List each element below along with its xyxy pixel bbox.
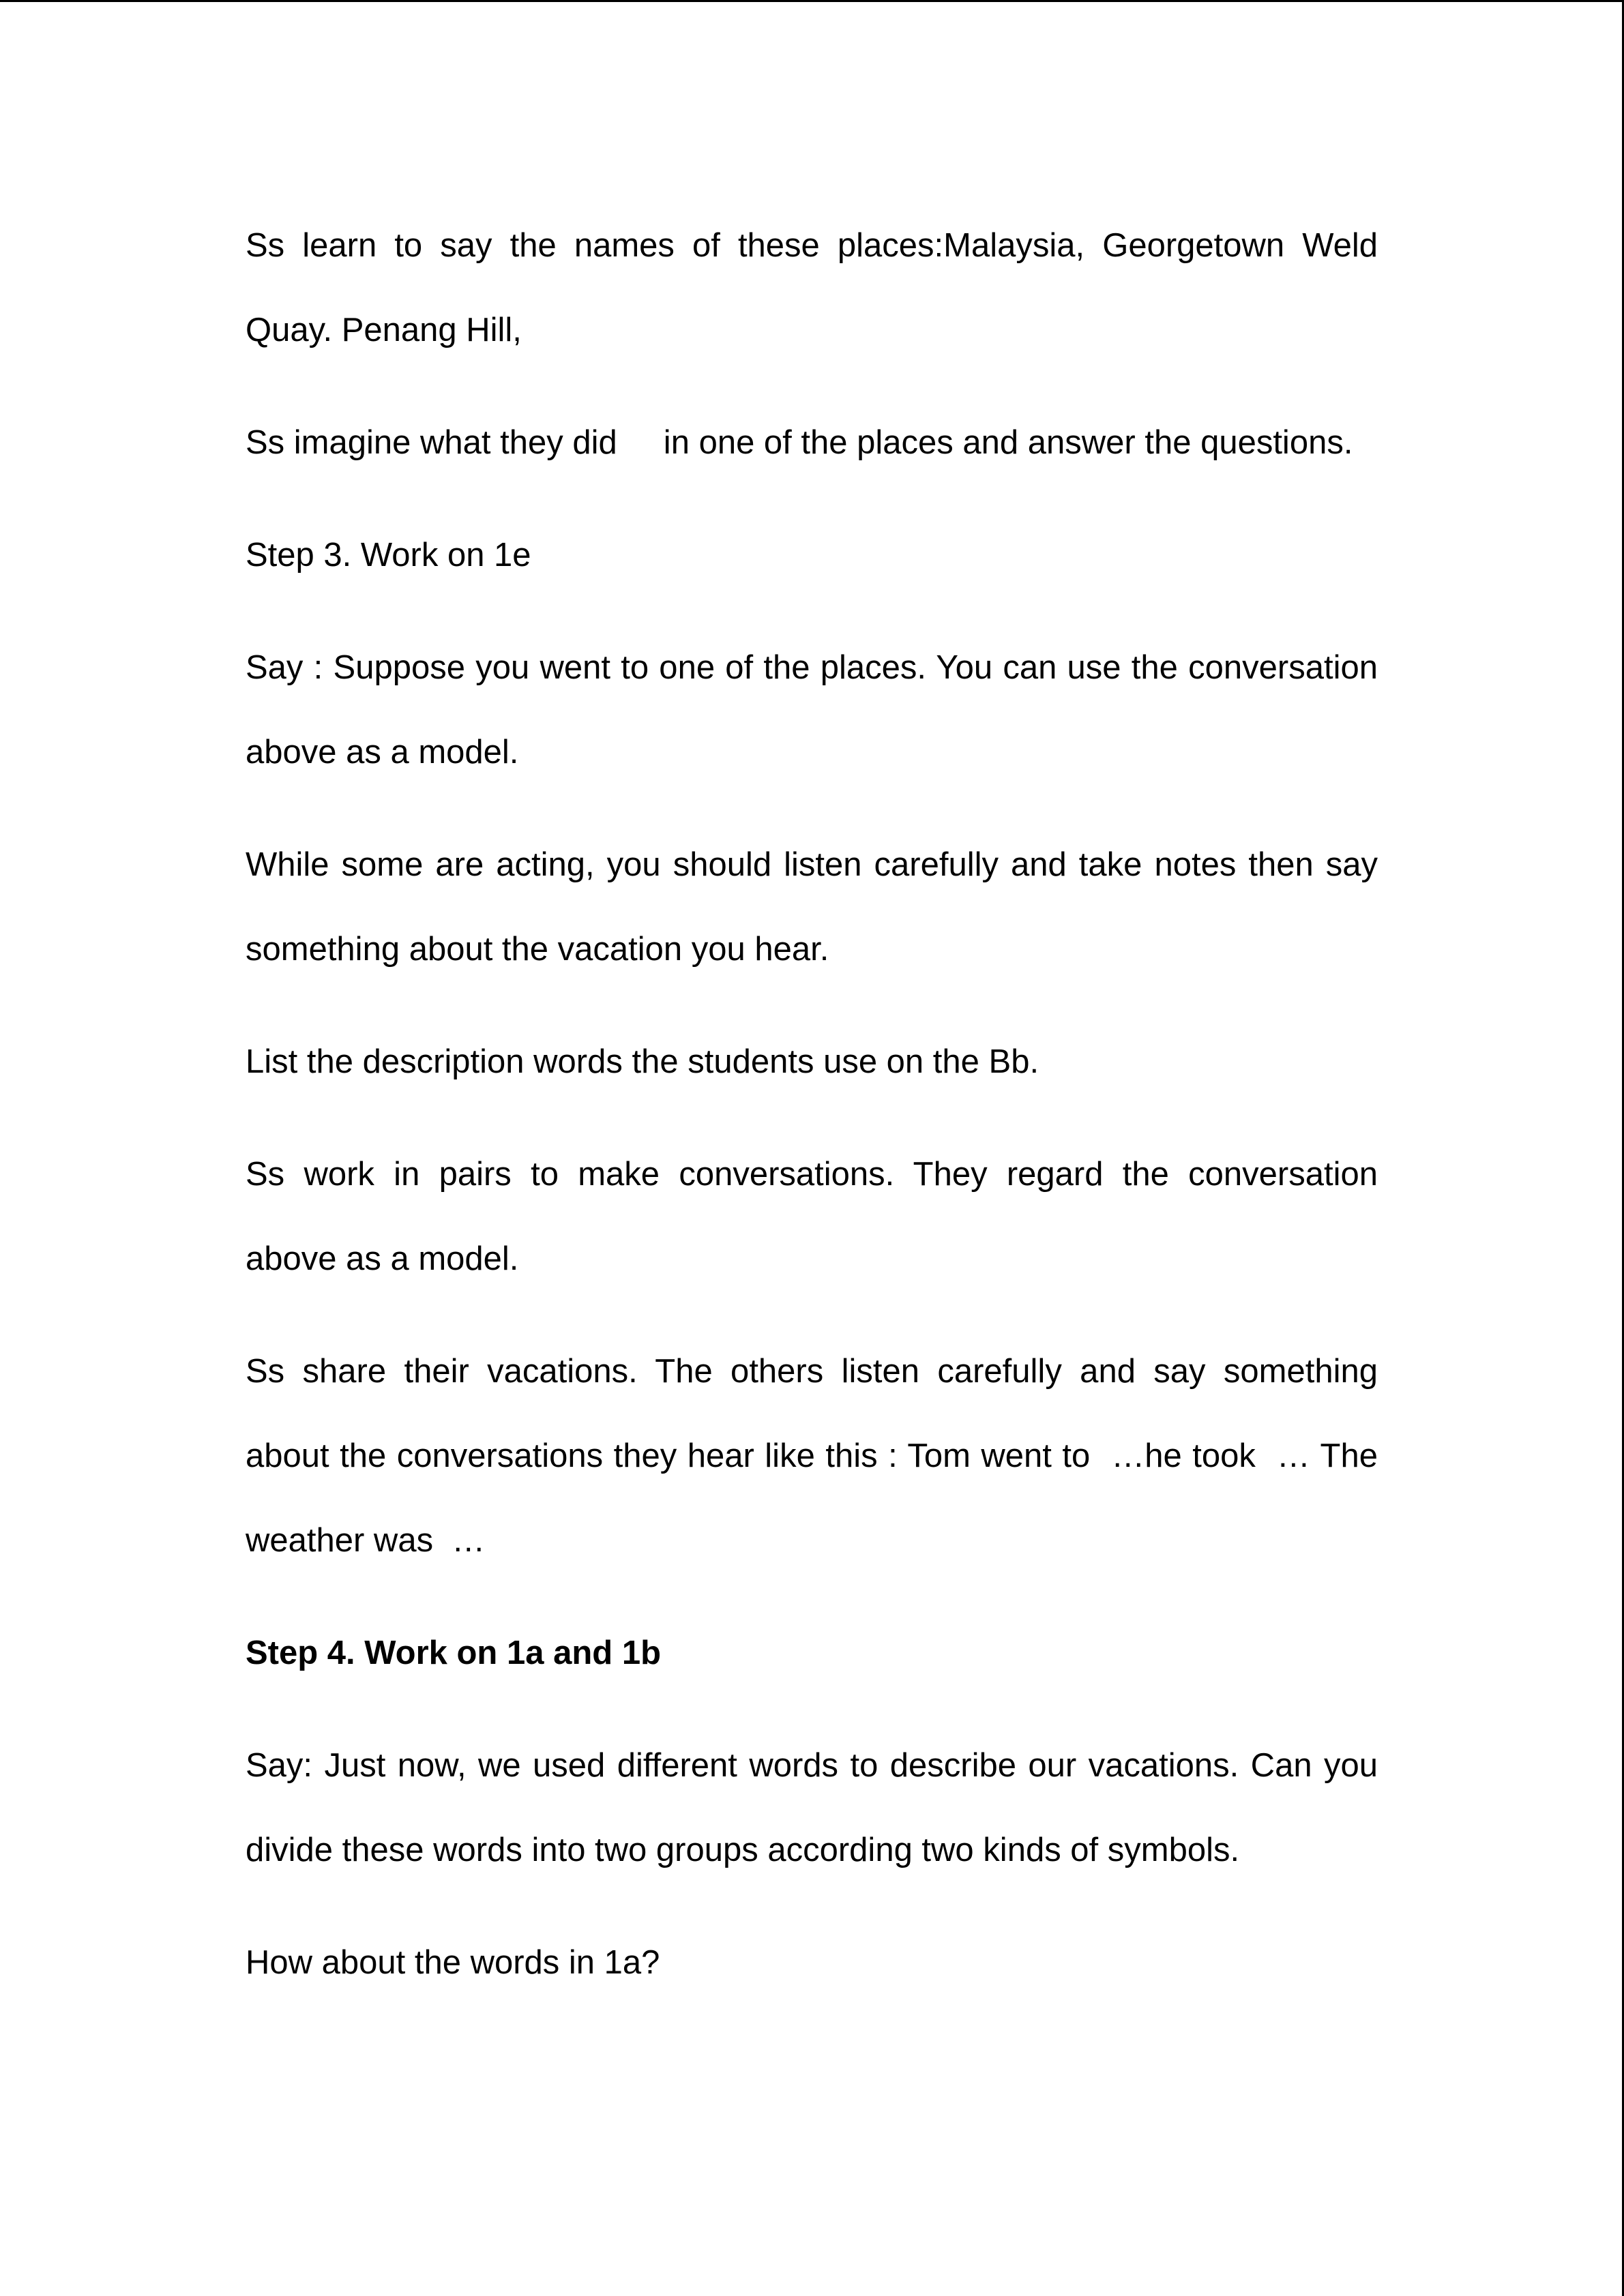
paragraph-place-names: Ss learn to say the names of these places:Malaysia, Georgetown Weld Quay. Penang Hill, [246, 227, 1378, 348]
heading-step-4: Step 4. Work on 1a and 1b [246, 1635, 662, 1671]
paragraph-suppose: Say : Suppose you went to one of the places. You can use the conversation above as a model. [246, 649, 1378, 771]
document-body [246, 203, 1378, 2033]
paragraph-words-in-1a: How about the words in 1a? [246, 1944, 660, 1981]
paragraph-description-words: List the description words the students use on the Bb. [246, 1043, 1039, 1080]
paragraph-pair-work: Ss work in pairs to make conversations. They regard the conversation above as a model. [246, 1156, 1378, 1277]
paragraph-listen-carefully: While some are acting, you should listen carefully and take notes then say something about the vacation you hear. [246, 846, 1378, 968]
paragraph-divide-words: Say: Just now, we used different words to describe our vacations. Can you divide these words into two groups according two kinds of symbols. [246, 1747, 1378, 1868]
heading-step-3: Step 3. Work on 1e [246, 537, 531, 573]
paragraph-share-vacations: Ss share their vacations. The others listen carefully and say something about the conversations they hear like this : Tom went to …he took … The weather was … [246, 1353, 1378, 1559]
paragraph-imagine-places: Ss imagine what they did in one of the places and answer the questions. [246, 424, 1353, 461]
